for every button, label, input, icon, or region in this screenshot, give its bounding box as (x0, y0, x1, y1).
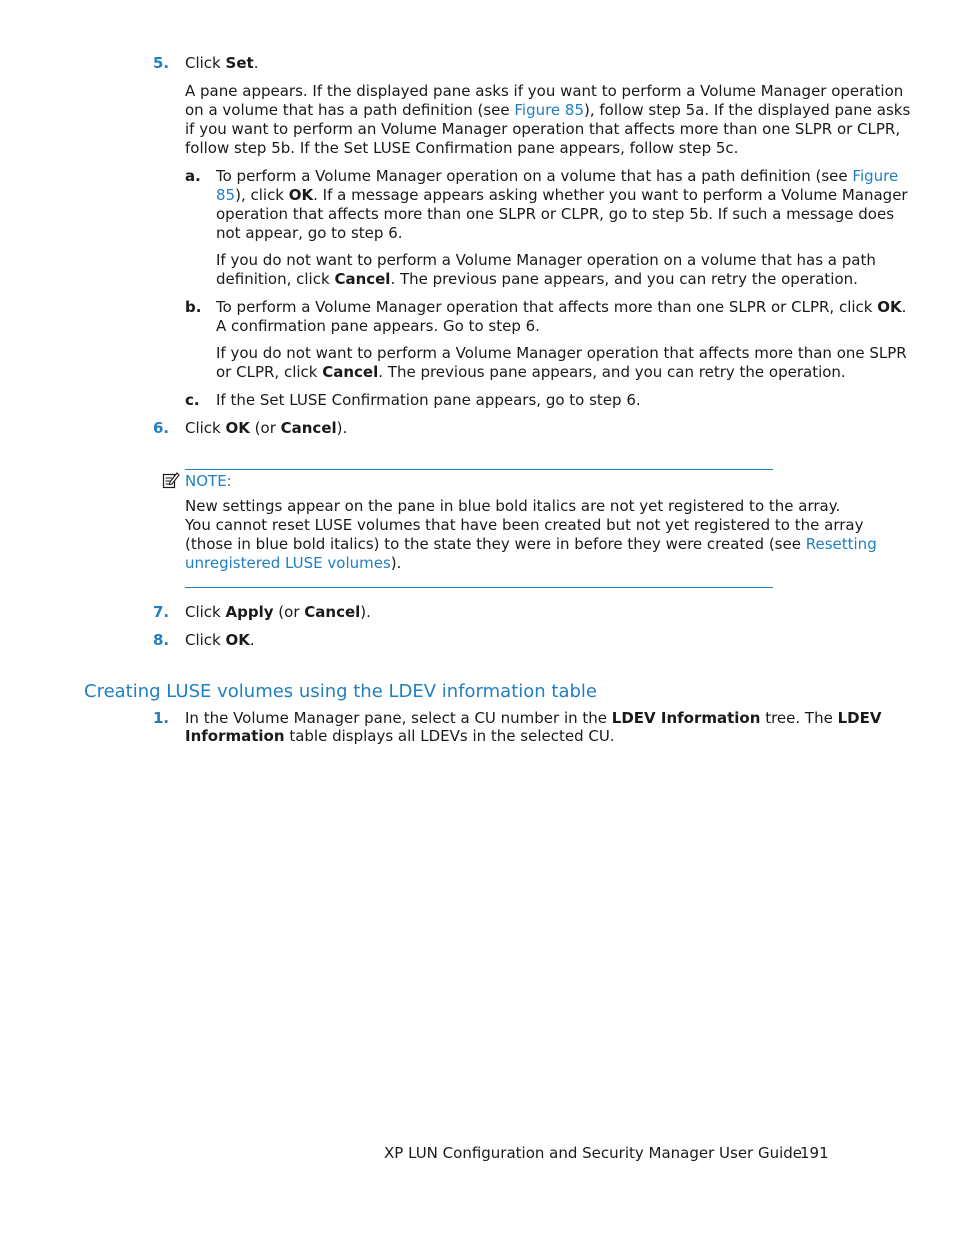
note-line: (those in blue bold italics) to the state they were in before they were created (see Resetting (185, 535, 877, 553)
note-line: unregistered LUSE volumes). (185, 554, 402, 572)
step-number: 6. (153, 419, 170, 437)
substep-a-line: 85), click OK. If a message appears asking whether you want to perform a Volume Manager (216, 186, 908, 204)
note-line: You cannot reset LUSE volumes that have been created but not yet registered to the array (185, 516, 864, 534)
note-icon (162, 471, 180, 489)
substep-label: a. (185, 167, 201, 185)
note-line: New settings appear on the pane in blue bold italics are not yet registered to the array. (185, 497, 841, 515)
section-heading: Creating LUSE volumes using the LDEV information table (84, 681, 597, 702)
substep-b-line: or CLPR, click Cancel. The previous pane appears, and you can retry the operation. (216, 363, 846, 381)
substep-a-line: operation that affects more than one SLPR or CLPR, go to step 5b. If such a message does (216, 205, 895, 223)
substep-label: c. (185, 391, 200, 409)
page-number: 191 (800, 1144, 829, 1162)
note-top-rule (185, 469, 773, 470)
substep-a-line: If you do not want to perform a Volume Manager operation on a volume that has a path (216, 251, 876, 269)
step-number: 1. (153, 709, 170, 727)
step-5-para-line: if you want to perform an Volume Manager operation that affects more than one SLPR or CLPR, (185, 120, 901, 138)
substep-b-line: If you do not want to perform a Volume Manager operation that affects more than one SLPR (216, 344, 907, 362)
step-5-para-line: on a volume that has a path definition (see Figure 85), follow step 5a. If the displayed pane asks (185, 101, 911, 119)
step-7-text: Click Apply (or Cancel). (185, 603, 371, 621)
substep-a-line: definition, click Cancel. The previous pane appears, and you can retry the operation. (216, 270, 858, 288)
substep-c-line: If the Set LUSE Confirmation pane appears, go to step 6. (216, 391, 641, 409)
step-6-text: Click OK (or Cancel). (185, 419, 348, 437)
substep-a-line: To perform a Volume Manager operation on a volume that has a path definition (see Figure (216, 167, 899, 185)
substep-label: b. (185, 298, 202, 316)
substep-a-line: not appear, go to step 6. (216, 224, 403, 242)
figure-85-link[interactable]: 85 (216, 186, 236, 204)
step-number: 8. (153, 631, 170, 649)
set-label: Set (225, 54, 254, 72)
note-bottom-rule (185, 587, 773, 588)
step-5-para-line: follow step 5b. If the Set LUSE Confirmation pane appears, follow step 5c. (185, 139, 739, 157)
section-step-1-line: Information table displays all LDEVs in the selected CU. (185, 727, 615, 745)
section-step-1-line: In the Volume Manager pane, select a CU number in the LDEV Information tree. The LDEV (185, 709, 882, 727)
note-label: NOTE: (185, 472, 232, 490)
resetting-link[interactable]: unregistered LUSE volumes (185, 554, 391, 572)
figure-85-link[interactable]: Figure 85 (514, 101, 585, 119)
step-5-text: Click Set. (185, 54, 259, 72)
step-number: 7. (153, 603, 170, 621)
step-5-para-line: A pane appears. If the displayed pane asks if you want to perform a Volume Manager operation (185, 82, 904, 100)
resetting-link[interactable]: Resetting (805, 535, 877, 553)
footer-title: XP LUN Configuration and Security Manager User Guide (384, 1144, 803, 1162)
figure-85-link[interactable]: Figure (852, 167, 899, 185)
substep-b-line: A confirmation pane appears. Go to step 6. (216, 317, 540, 335)
substep-b-line: To perform a Volume Manager operation that affects more than one SLPR or CLPR, click OK. (216, 298, 907, 316)
step-number: 5. (153, 54, 170, 72)
step-8-text: Click OK. (185, 631, 255, 649)
